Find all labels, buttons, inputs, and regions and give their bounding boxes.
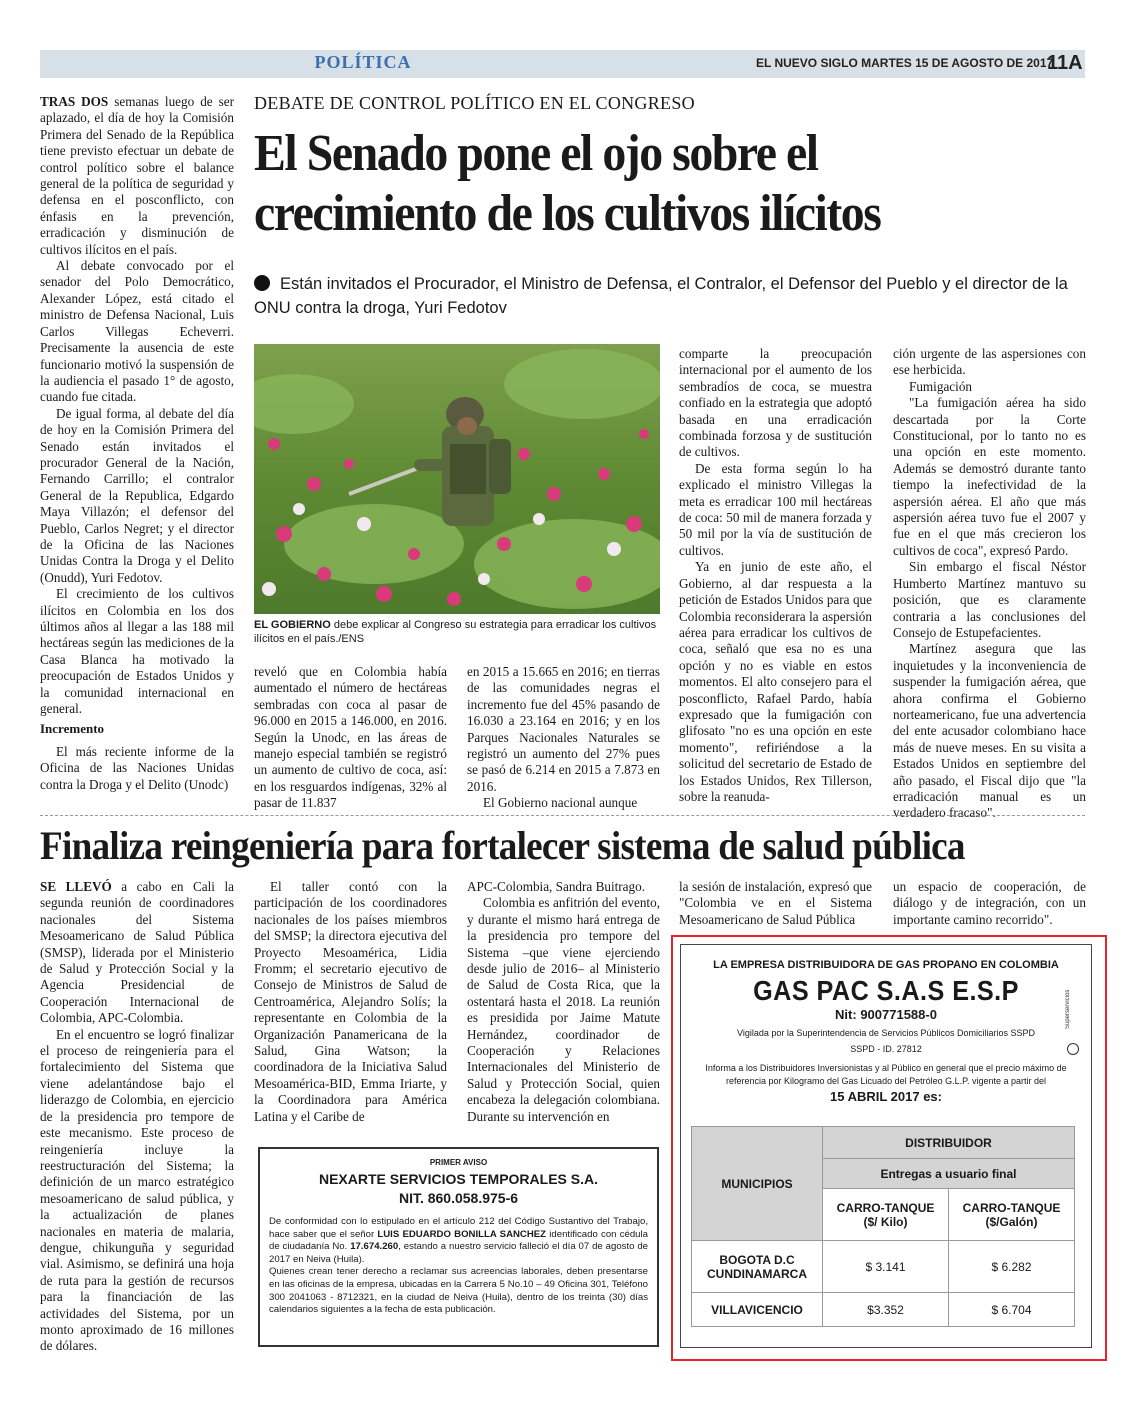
header-municipios: MUNICIPIOS (692, 1127, 823, 1241)
article2-headline: Finaliza reingeniería para fortalecer sistema de salud pública (40, 823, 965, 868)
article1-column-5 (893, 346, 1086, 822)
paragraph: en 2015 a 15.665 en 2016; en tierras de las comunidades negras el incremento fue del 45% pasando de 16.030 a 23.164 en 2016; y en los Parques Nacionales Naturales se registró un aumento del 27% pues se pasó de 6.214 en 2015 a 7.873 en 2016. (467, 664, 660, 794)
paragraph: Ya en junio de este año, el Gobierno, al dar respuesta a la petición de Estados Unidos para que Colombia reconsiderara la aspersión aérea para erradicar los cultivos de coca, señaló que esa no es una opción y no es viable en estos momentos. El alto consejero para el posconflicto, Rafael Pardo, había expresado que la fumigación con glifosato "no es una opción en este momento", refiriéndose a la solicitud del secretario de Estado de los Estados Unidos, Rex Tillerson, sobre la reanuda- (679, 559, 872, 804)
article-photo-soldier (254, 344, 660, 614)
deck-text: Están invitados el Procurador, el Ministro de Defensa, el Contralor, el Defensor del Pueblo y el director de la ONU contra la droga, Yuri Fedotov (254, 275, 1068, 317)
gas-ad-vigilada: Vigilada por la Superintendencia de Servicios Públicos Domiciliarios SSPD (737, 1028, 1035, 1038)
paragraph: Colombia es anfitrión del evento, y durante el mismo hará entrega de la presidencia pro tempore del Sistema –que viene ejerciendo desde julio de 2016– al Ministerio de Salud de Costa Rica, que la ostentará hasta el 2018. La reunión es presidida por Jaime Matute Hernández, coordinador de Cooperación y Relaciones Internacionales del Ministerio de Salud y Protección Social, quien encabeza la delegación colombiana. Durante su intervención en (467, 895, 660, 1124)
subheading: Incremento (40, 721, 105, 737)
header-text: CARRO-TANQUE (836, 1200, 935, 1215)
paragraph: a cabo en Cali la segunda reunión de coordinadores nacionales del Sistema Mesoamericano de Salud Pública (SMSP), liderada por el Ministerio de Salud y Protección Social y la Agencia Presidencial de Cooperación Internacional de Colombia, APC-Colombia. (40, 879, 234, 1026)
article2-column-5 (893, 879, 1086, 928)
header-entregas: Entregas a usuario final (823, 1159, 1075, 1189)
header-unit: ($/Galón) (985, 1214, 1038, 1229)
row-galon-price: $ 6.704 (949, 1293, 1075, 1327)
paragraph: un espacio de cooperación, de diálogo y de integración, con un importante camino recorrido". (893, 879, 1086, 927)
header-kilo (823, 1189, 949, 1241)
paragraph: El más reciente informe de la Oficina de las Naciones Unidas contra la Droga y el Delito (Unodc) (40, 743, 234, 792)
table-row (692, 1241, 1075, 1293)
article2-column-1 (40, 879, 234, 1355)
notice-text: , estando a nuestro servicio falleció el día 07 de agosto de 2017 en Neiva (Huila). (269, 1241, 649, 1265)
row-municipio (692, 1241, 823, 1293)
lead-in: SE LLEVÓ (40, 879, 112, 894)
logo-text: Superservicios (1065, 989, 1071, 1029)
paragraph: comparte la preocupación internacional por el aumento de los sembradíos de coca, se muestra confiado en la estrategia que adoptó basada en una erradicación combinada forzosa y de sustitución de cultivos. (679, 346, 872, 460)
caption-text: debe explicar al Congreso su estrategia para erradicar los cultivos ilícitos en el país./ENS (254, 619, 657, 645)
paragraph: semanas luego de ser aplazado, el día de hoy la Comisión Primera del Senado de la República tiene previsto efectuar un debate de control político sobre el balance general de la política de seguridad y defensa en el posconflicto, con énfasis en la prevención, erradicación y disminución de cultivos ilícitos en el país. (40, 94, 234, 257)
header-distribuidor: DISTRIBUIDOR (823, 1127, 1075, 1159)
notice-nit: NIT. 860.058.975-6 (398, 1190, 519, 1206)
lead-in: TRAS DOS (40, 94, 109, 109)
notice-body (269, 1216, 648, 1317)
article1-kicker: DEBATE DE CONTROL POLÍTICO EN EL CONGRESO (254, 93, 695, 113)
header-galon (949, 1189, 1075, 1241)
notice-label: PRIMER AVISO (429, 1158, 488, 1167)
article-divider (40, 815, 1085, 816)
notice-text: identificado con cédula de ciudadanía No. (269, 1228, 648, 1253)
notice-text: De conformidad con lo estipulado en el artículo 212 del Código Sustantivo del Trabajo, hace saber que el señor (269, 1216, 648, 1240)
paragraph: Martínez asegura que las inquietudes y la inconveniencia de suspender la fumigación aérea, que ahora confirma el Gobierno norteamericano, fue una advertencia del ente acusador colombiano hace más de nueve meses. En su visita a Estados Unidos en septiembre del año pasado, el Fiscal dijo que "la erradicación manual es un verdadero fracaso". (893, 641, 1086, 821)
row-kilo-price: $ 3.141 (823, 1241, 949, 1293)
article1-column-3 (467, 664, 660, 812)
article2-column-3 (467, 879, 660, 1125)
gas-ad-nit: Nit: 900771588-0 (835, 1007, 937, 1022)
row-kilo-price: $3.352 (823, 1293, 949, 1327)
gas-ad-company: GAS PAC S.A.S E.S.P (753, 975, 1019, 1006)
row-galon-price: $ 6.282 (949, 1241, 1075, 1293)
section-title: POLÍTICA (314, 52, 412, 72)
municipio-name: BOGOTA D.C (719, 1252, 795, 1267)
notice-id-number: 17.674.260 (350, 1241, 399, 1253)
paragraph: "La fumigación aérea ha sido descartada por la Corte Constitucional, por lo tanto no es una opción en este momento. Además se demostró durante tanto tiempo la inefectividad de la aspersión aérea. El año que más aspersión aérea tuvo fue el 2007 y fue en el que más crecieron los cultivos de coca", expresó Pardo. (893, 395, 1086, 558)
notice-person-name: LUIS EDUARDO BONILLA SANCHEZ (377, 1228, 547, 1240)
article2-column-2 (254, 879, 447, 1125)
paragraph: El Gobierno nacional aunque (483, 795, 638, 811)
paragraph: De esta forma según lo ha explicado el ministro Villegas la meta es erradicar 100 mil hectáreas de coca: 50 mil de manera forzada y 50 mil por la vía de sustitución de cultivos. (679, 460, 872, 558)
gas-ad-top: LA EMPRESA DISTRIBUIDORA DE GAS PROPANO EN COLOMBIA (713, 959, 1059, 971)
paragraph: reveló que en Colombia había aumentado el número de hectáreas sembradas con coca al pasar de 96.000 en 2015 a 146.000, en 2016. Según la Unodc, en las áreas de manejo especial también se registró un aumento de cultivo de coca, así: en los resguardos indígenas, 32% al pasar de 11.837 (254, 664, 447, 811)
article1-headline: El Senado pone el ojo sobre el crecimiento de los cultivos ilícitos (254, 125, 881, 242)
article1-column-4 (679, 346, 872, 805)
paragraph: De igual forma, al debate del día de hoy en la Comisión Primera del Senado están invitados el procurador General de la Nación, Fernando Carrillo; el contralor General de la Republica, Edgardo Maya Villazón; el defensor del Pueblo, Carlos Negret; y el director de la Oficina de las Naciones Unidas Contra la Droga y el Delito (Onudd), Yuri Fedotov. (40, 405, 234, 585)
gas-ad-date: 15 ABRIL 2017 es: (829, 1089, 942, 1104)
table-row (692, 1293, 1075, 1327)
paragraph: la sesión de instalación, expresó que "Colombia ve en el Sistema Mesoamericano de Salud Pública (679, 879, 872, 927)
superservicios-logo (1063, 979, 1085, 1057)
row-municipio: VILLAVICENCIO (692, 1293, 823, 1327)
gas-pac-ad (680, 944, 1092, 1348)
caption-lead: EL GOBIERNO (254, 619, 331, 631)
photo-caption (254, 618, 660, 646)
paragraph: El taller contó con la participación de los coordinadores nacionales de los países miembros del SMSP; la directora ejecutiva del Proyecto Mesoamérica, Lidia Fromm; el secretario ejecutivo de Consejo de Ministros de Salud de Centroamérica, Alejandro Solís; la representante en Colombia de la Organización Panamericana de la Salud, Gina Watson; la coordinadora de la Iniciativa Salud Mesoamérica-BID, Emma Iriarte, y la Coordinadora para América Latina y el Caribe de (254, 879, 447, 1124)
municipio-name: CUNDINAMARCA (707, 1266, 807, 1281)
article1-deck (254, 272, 1079, 320)
paragraph: En el encuentro se logró finalizar el proceso de reingeniería para el fortalecimiento del Sistema que viene adelantándose bajo el liderazgo de Colombia, en ejercicio de la presidencia pro tempore de este mecanismo. Este proceso de reingeniería incluye la reestructuración del Sistema; la definición de un marco estratégico mesoamericano de salud pública, y la actualización de planes nacionales en materia de malaria, dengue, chikunguña y seguridad vial. Asimismo, se definirá una hoja de ruta para la gestión de recursos para la financiación de las actividades del Sistema, por un monto aproximado de 16 millones de dólares. (40, 1026, 234, 1354)
paragraph: El crecimiento de los cultivos ilícitos en Colombia en los dos últimos años al llegar a las 188 mil hectáreas según las mediciones de la Casa Blanca ha motivado la preocupación de Estados Unidos y la comunidad internacional en general. (40, 586, 234, 717)
page-number: 11A (1047, 52, 1083, 74)
bullet-icon (254, 275, 270, 291)
article2-column-4 (679, 879, 872, 928)
gas-ad-sspd: SSPD - ID. 27812 (850, 1044, 922, 1054)
paragraph: Sin embargo el fiscal Néstor Humberto Martínez mantuvo su posición, que es claramente contraria a las conclusiones del Consejo de Estupefacientes. (893, 559, 1086, 640)
header-unit: ($/ Kilo) (863, 1214, 908, 1229)
paragraph: Al debate convocado por el senador del Polo Democrático, Alexander López, está citado el ministro de Defensa Nacional, Luis Carlos Villegas Echeverri. Precisamente la ausencia de este funcionario motivó la suspensión de la audiencia el pasado 1° de agosto, cuando fue citada. (40, 258, 234, 405)
gas-ad-info: Informa a los Distribuidores Inversionistas y al Público en general que el precio máximo de referencia por Kilogramo del Gas Licuado del Petróleo G.L.P. vigente a partir del (705, 1063, 1067, 1086)
masthead-date: EL NUEVO SIGLO MARTES 15 DE AGOSTO DE 2017 (756, 56, 1054, 70)
article1-column-1 (40, 94, 234, 793)
subheading: Fumigación (909, 378, 973, 394)
notice-company: NEXARTE SERVICIOS TEMPORALES S.A. (318, 1171, 598, 1187)
legal-notice-ad (258, 1147, 659, 1347)
paragraph: ción urgente de las aspersiones con ese herbicida. (893, 346, 1086, 378)
gas-price-table (691, 1126, 1075, 1327)
notice-text: Quienes crean tener derecho a reclamar sus acreencias laborales, deben presentarse en las oficinas de la empresa, ubicadas en la Carrera 5 No.10 – 49 Oficina 301, Teléfono 300 2041063 - 8712321, en la ciudad de Neiva (Huila), dentro de los treinta (30) días calendarios siguientes a la fecha de esta publicación. (269, 1266, 648, 1316)
header-text: CARRO-TANQUE (962, 1200, 1061, 1215)
logo-mark-icon (1067, 1043, 1079, 1055)
article1-column-2 (254, 664, 447, 812)
paragraph: APC-Colombia, Sandra Buitrago. (467, 879, 646, 894)
